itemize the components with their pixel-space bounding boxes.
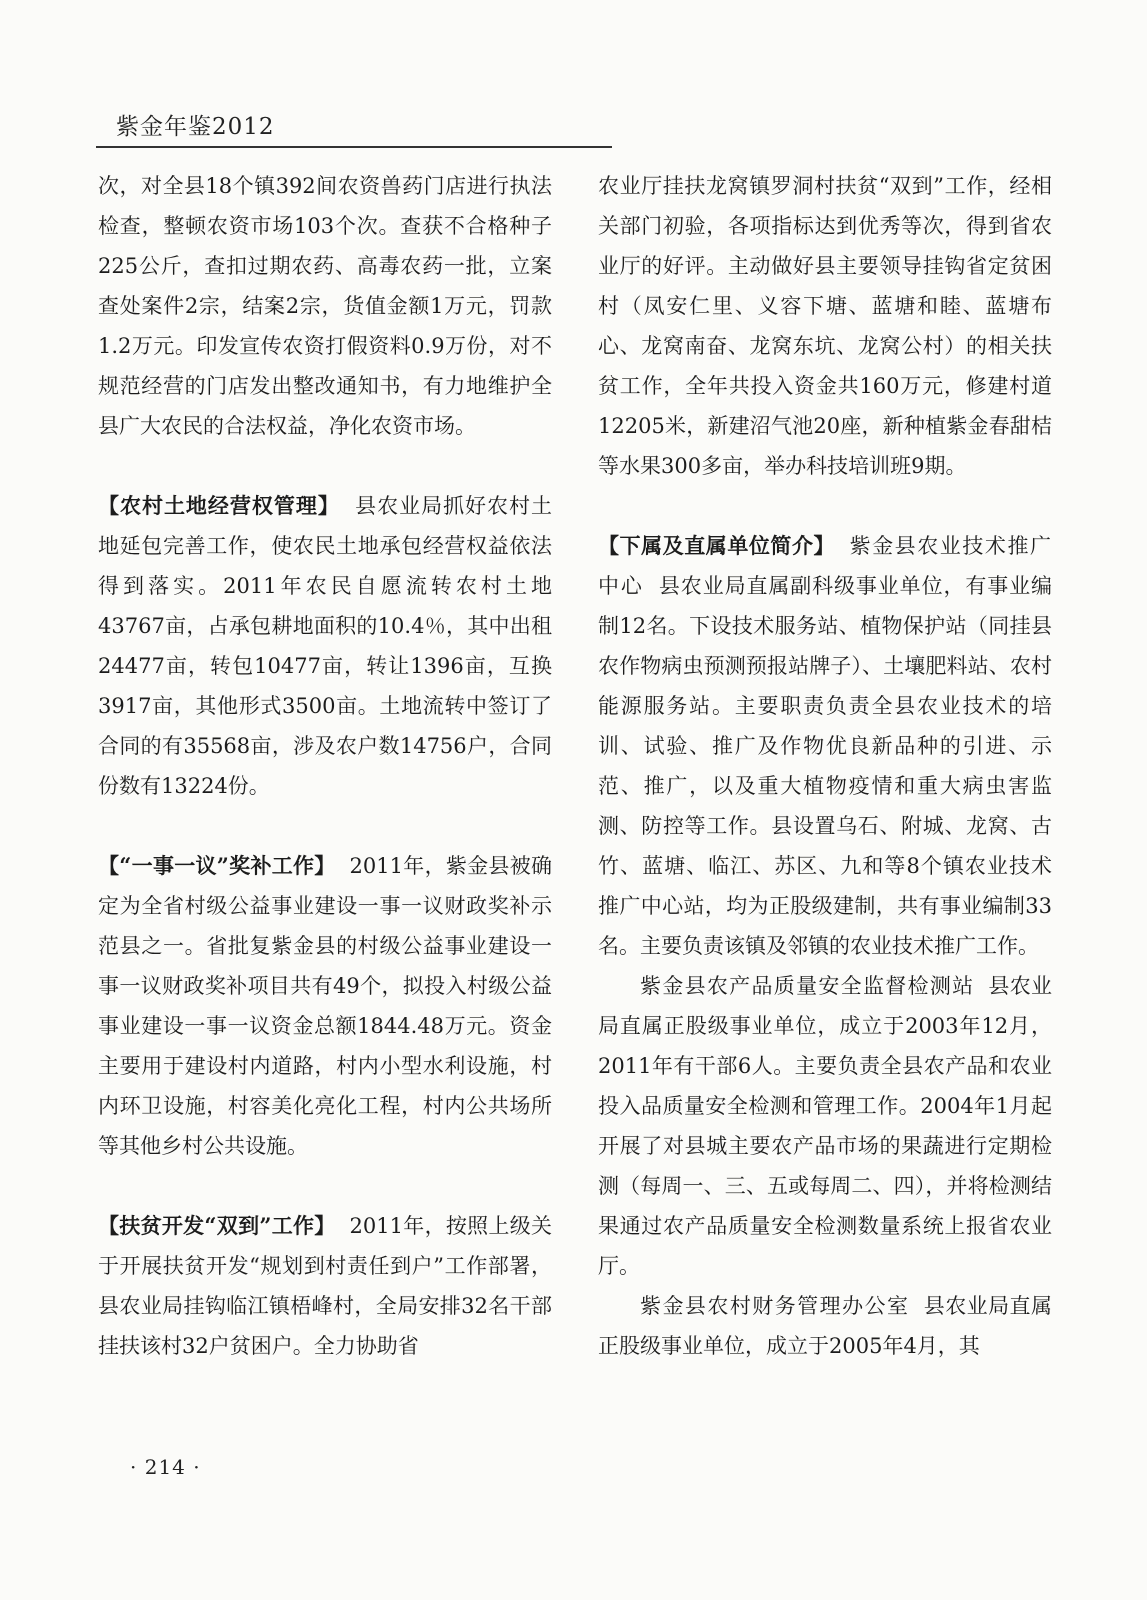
section-award-subsidy — [98, 846, 552, 1166]
section-title: 【农村土地经营权管理】 — [98, 493, 340, 518]
paragraph-continued: 农业厅挂扶龙窝镇罗洞村扶贫“双到”工作，经相关部门初验，各项指标达到优秀等次，得到省农业厅的好评。主动做好县主要领导挂钩省定贫困村（凤安仁里、义容下塘、蓝塘和睦、蓝塘布心、龙窝南奋、龙窝东坑、龙窝公村）的相关扶贫工作，全年共投入资金共160万元，修建村道12205米，新建沼气池20座，新种植紫金春甜桔等水果300多亩，举办科技培训班9期。 — [598, 174, 1052, 478]
section-body: 2011年，按照上级关于开展扶贫开发“规划到村责任到户”工作部署，县农业局挂钩临江镇梧峰村，全局安排32名干部挂扶该村32户贫困户。全力协助省 — [98, 1214, 552, 1358]
unit-body: 县农业局直属正股级事业单位，成立于2005年4月，其 — [598, 1294, 1053, 1358]
unit-quality-station — [598, 966, 1052, 1286]
unit-name: 紫金县农产品质量安全监督检测站 — [640, 974, 975, 998]
section-body: 县农业局抓好农村土地延包完善工作，使农民土地承包经营权益依法得到落实。2011年农民自愿流转农村土地43767亩，占承包耕地面积的10.4％，其中出租24477亩，转包10477亩，转让1396亩，互换3917亩，其他形式3500亩。土地流转中签订了合同的有35568亩，涉及农户数14756户，合同份数有13224份。 — [98, 494, 553, 798]
section-subordinate-units — [598, 526, 1052, 966]
unit-name: 紫金县农村财务管理办公室 — [640, 1294, 910, 1318]
section-title: 【扶贫开发“双到”工作】 — [98, 1213, 336, 1238]
section-poverty-alleviation — [98, 1206, 552, 1366]
unit-finance-office — [598, 1286, 1052, 1366]
unit-body: 县农业局直属副科级事业单位，有事业编制12名。下设技术服务站、植物保护站（同挂县农作物病虫预测预报站牌子）、土壤肥料站、农村能源服务站。主要职责负责全县农业技术的培训、试验、推广及作物优良新品种的引进、示范、推广，以及重大植物疫情和重大病虫害监测、防控等工作。县设置乌石、附城、龙窝、古竹、蓝塘、临江、苏区、九和等8个镇农业技术推广中心站，均为正股级建制，共有事业编制33名。主要负责该镇及邻镇的农业技术推广工作。 — [598, 574, 1053, 958]
section-title: 【“一事一议”奖补工作】 — [98, 853, 336, 878]
right-column — [598, 166, 1052, 1366]
section-body: 2011年，紫金县被确定为全省村级公益事业建设一事一议财政奖补示范县之一。省批复紫金县的村级公益事业建设一事一议财政奖补项目共有49个，拟投入村级公益事业建设一事一议资金总额1844.48万元。资金主要用于建设村内道路，村内小型水利设施，村内环卫设施，村容美化亮化工程，村内公共场所等其他乡村公共设施。 — [98, 854, 552, 1158]
running-title: 紫金年鉴2012 — [116, 114, 275, 140]
section-title: 【下属及直属单位简介】 — [598, 533, 836, 558]
page-number: · 214 · — [130, 1455, 201, 1479]
section-land-management — [98, 486, 552, 806]
paragraph-continued: 次，对全县18个镇392间农资兽药门店进行执法检查，整顿农资市场103个次。查获不合格种子225公斤，查扣过期农药、高毒农药一批，立案查处案件2宗，结案2宗，货值金额1万元，罚款1.2万元。印发宣传农资打假资料0.9万份，对不规范经营的门店发出整改通知书，有力地维护全县广大农民的合法权益，净化农资市场。 — [98, 174, 552, 438]
unit-name: 紫金县农业技术推广中心 — [598, 534, 1053, 598]
unit-body: 县农业局直属正股级事业单位，成立于2003年12月，2011年有干部6人。主要负责全县农产品和农业投入品质量安全检测和管理工作。2004年1月起开展了对县城主要农产品市场的果蔬进行定期检测（每周一、三、五或每周二、四），并将检测结果通过农产品质量安全检测数量系统上报省农业厅。 — [598, 974, 1052, 1278]
header-rule — [96, 146, 612, 148]
left-column — [98, 166, 552, 1366]
